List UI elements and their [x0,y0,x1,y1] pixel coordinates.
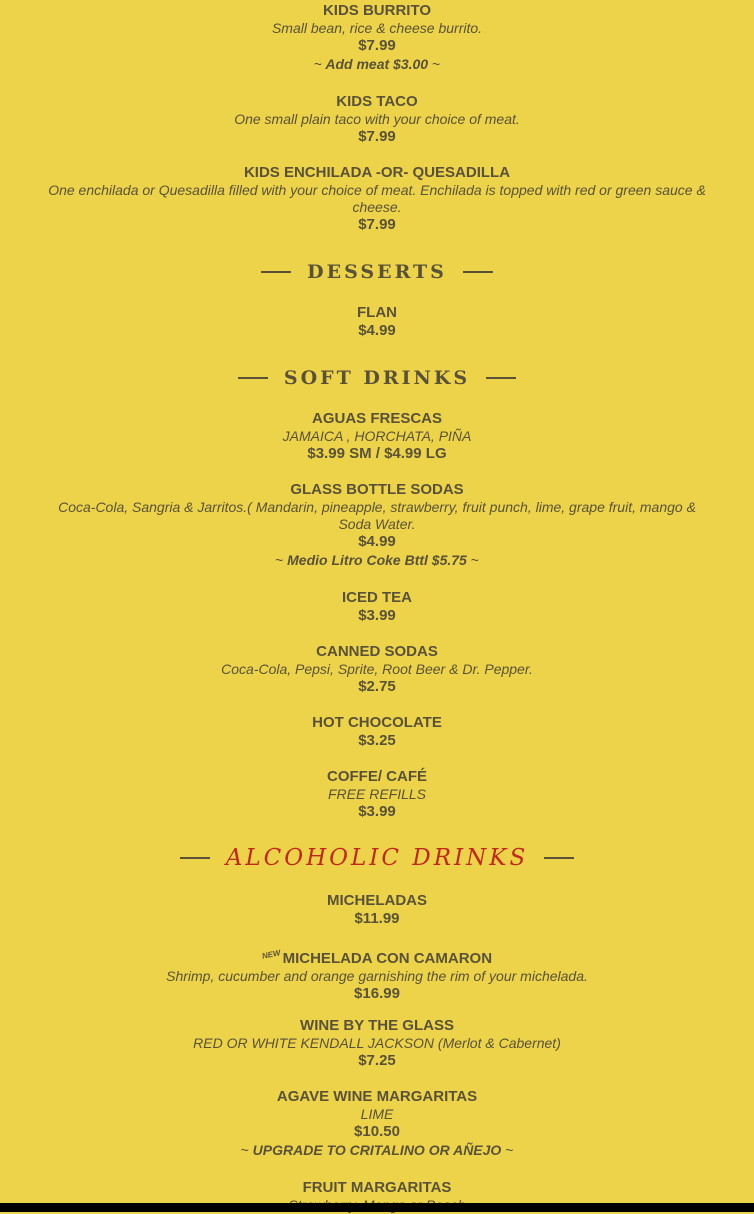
item-name: KIDS ENCHILADA -OR- QUESADILLA [243,164,511,181]
divider [544,857,574,859]
item-name: COFFE/ CAFÉ [327,768,427,785]
item-extra: ~ UPGRADE TO CRITALINO OR AÑEJO ~ [240,1142,514,1158]
item-name: GLASS BOTTLE SODAS [290,481,464,498]
item-price: $11.99 [354,910,400,927]
bottom-bar [0,1203,754,1212]
divider [486,377,516,379]
item-extra: ~ Add meat $3.00 ~ [313,56,441,72]
new-badge: NEW [261,948,282,961]
item-description: Small bean, rice & cheese burrito. [271,20,483,36]
menu-item [30,768,724,821]
item-price: $4.99 [358,322,396,339]
item-price: $2.75 [358,678,396,695]
item-name: WINE BY THE GLASS [300,1017,454,1034]
item-price: $7.99 [358,128,396,145]
item-description: One small plain taco with your choice of meat. [234,111,520,127]
item-price: $10.50 [354,1123,400,1140]
menu-item [30,410,724,463]
item-name: MICHELADAS [327,892,427,909]
item-name: AGAVE WINE MARGARITAS [276,1088,478,1105]
item-name: ICED TEA [341,589,412,606]
menu-item [30,643,724,696]
section-header-soft-drinks [0,366,754,390]
menu-item [30,714,724,750]
menu-item [30,589,724,625]
item-price: $3.99 [358,607,396,624]
item-name: AGUAS FRESCAS [311,410,442,427]
item-price: $3.99 SM / $4.99 LG [307,445,447,462]
menu-item [30,304,724,340]
menu-item [30,1017,724,1070]
item-name: KIDS BURRITO [322,2,432,19]
menu-item [30,946,724,1003]
item-description: Coca-Cola, Pepsi, Sprite, Root Beer & Dr. Pepper. [221,661,533,677]
section-header-alcoholic-drinks [0,846,754,870]
item-price: $3.99 [358,803,396,820]
item-name: KIDS TACO [336,93,418,110]
menu-item [30,892,724,928]
item-price: $7.99 [358,37,396,54]
item-price: $7.25 [358,1052,396,1069]
item-price: $3.25 [358,732,396,749]
divider [180,857,210,859]
item-name: FRUIT MARGARITAS [302,1179,452,1196]
section-header-desserts [0,260,754,284]
item-name: NEWMICHELADA CON CAMARON [30,946,724,968]
item-description: Shrimp, cucumber and orange garnishing the rim of your michelada. [166,968,588,984]
divider [238,377,268,379]
item-description: One enchilada or Quesadilla filled with your choice of meat. Enchilada is topped with red or green sauce & cheese. [48,182,706,215]
item-name: HOT CHOCOLATE [312,714,442,731]
section-title: ALCOHOLIC DRINKS [225,845,529,871]
item-price: $4.99 [358,533,396,550]
item-price: $16.99 [354,985,400,1002]
menu-item [30,1088,724,1159]
item-price: $7.99 [358,216,396,233]
section-title: SOFT DRINKS [283,367,471,389]
item-description: RED OR WHITE KENDALL JACKSON (Merlot & Cabernet) [193,1035,561,1051]
item-description: LIME [360,1106,394,1122]
item-description: FREE REFILLS [327,786,427,802]
item-description: JAMAICA , HORCHATA, PIÑA [282,428,472,444]
divider [463,271,493,273]
item-name: FLAN [357,304,397,321]
divider [261,271,291,273]
menu-item [30,2,724,73]
menu-item [30,164,724,234]
menu-item [40,481,714,569]
item-description: Coca-Cola, Sangria & Jarritos.( Mandarin, pineapple, strawberry, fruit punch, lime, grape fruit, mango & Soda Water. [58,499,696,532]
item-name: CANNED SODAS [316,643,438,660]
item-extra: ~ Medio Litro Coke Bttl $5.75 ~ [275,552,479,568]
section-title: DESSERTS [307,261,447,283]
menu-item [30,93,724,146]
